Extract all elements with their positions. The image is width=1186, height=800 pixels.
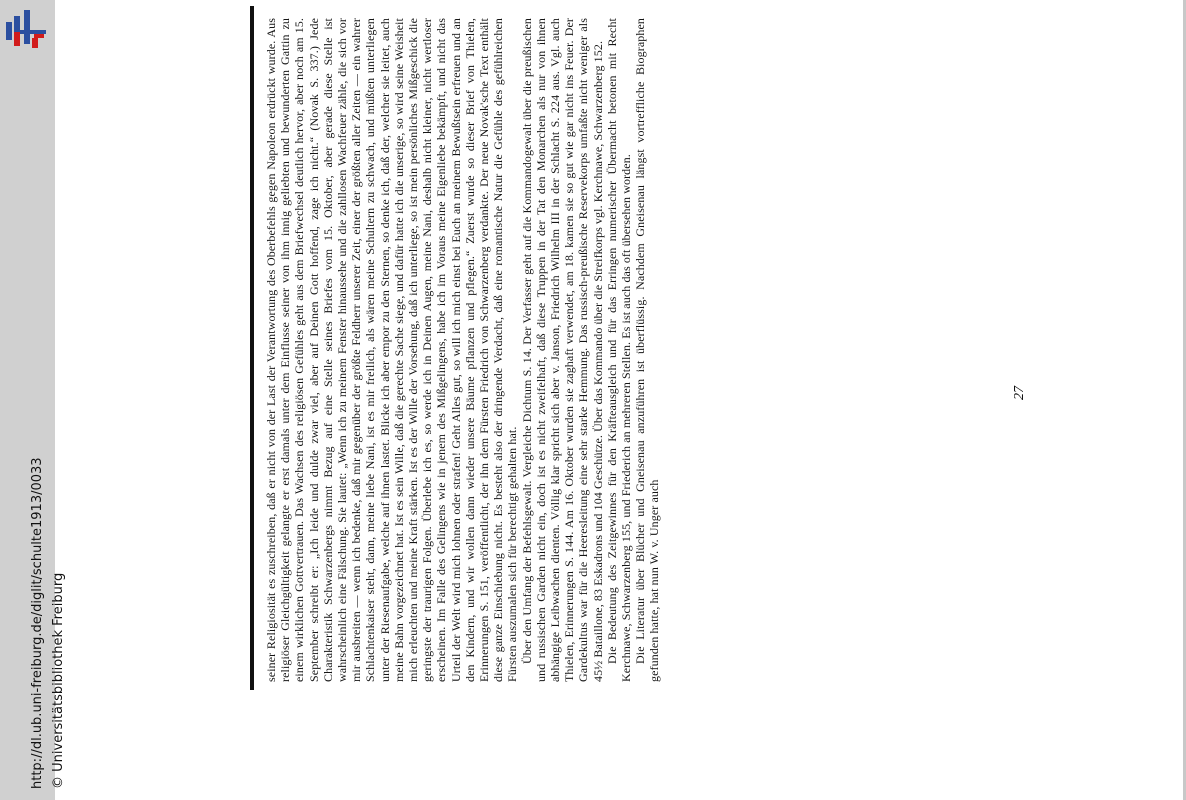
page-number: 27 [1012,386,1027,400]
sidebar-caption [27,457,69,789]
scanned-page [240,0,1040,800]
paragraph: Die Literatur über Blücher und Gneisenau anzuführen ist überflüssig. Nachdem Gneisenau längst vortreffliche Biographen gefunden hatte, hat nun W. v. Unger auch [633,18,662,682]
paragraph: Die Bedeutung des Zeitgewinnes für den Kräfteausgleich und für das Erringen numerischer Übermacht betonen mit Recht Kerchnawe, Schwarzenberg 155, und Friederich an mehreren Stellen. Es ist auch das oft übersehen worden. [604,18,634,682]
source-url[interactable]: http://dl.ub.uni-freiburg.de/diglit/schulte1913/0033 [30,457,45,789]
copyright-notice: © Universitätsbibliothek Freiburg [51,572,66,789]
page-content [240,0,1040,800]
paragraph: Über den Umfang der Befehlsgewalt. Vergleiche Dichtum S. 14. Der Verfasser geht auf die Kommandogewalt über die preußischen und russischen Garden nicht ein, doch ist es nicht zweifelhaft, daß diese Truppen in der Tat den Monarchen als nur von ihnen abhängige Leibwachen dienten. Völlig klar spricht sich aber v. Janson, Friedrich Wilhelm III in der Schlacht S. 224 aus. Vgl. auch Thielen, Erinnerungen S. 144. Am 16. Oktober wurden sie zaghaft verwendet, am 18. kamen sie so gut wie gar nicht ins Feuer. Der Gardekultus war für die Heeresleitung eine sehr starke Hemmung. Das russisch-preußische Reservekorps umfaßte nicht weniger als 45½ Bataillone, 83 Eskadrons und 104 Geschütze. Über das Kommando über die Streifkorps vgl. Kerchnawe, Schwarzenberg 152. [519,18,605,682]
header-rule [250,6,254,690]
sidebar [0,0,66,800]
university-logo[interactable] [6,8,46,50]
page-text [264,18,980,682]
scanned-page-viewport [240,0,1040,800]
paragraph: seiner Religiosität es zuschreiben, daß er nicht von der Last der Verantwortung des Oberbefehls gegen Napoleon erdrückt wurde. Aus religiöser Gleichgültigkeit gelangte er erst damals unter dem Einflusse seiner von ihm innig geliebten und bewunderten Gattin zu einem wirklichen Gottvertrauen. Das Wachsen des religiösen Gefühles geht aus dem Briefwechsel deutlich hervor, aber noch am 15. September schreibt er: „Ich leide und dulde zwar viel, aber auf Deinen Gott hoffend, zage ich nicht.“ (Novak S. 337.) Jede Charakteristik Schwarzenbergs nimmt Bezug auf eine Stelle seines Briefes vom 15. Oktober, aber gerade diese Stelle ist wahrscheinlich eine Fälschung. Sie lautet: „Wenn ich zu meinem Fenster hinaussehe und die zahllosen Wachfeuer zähle, die sich vor mir ausbreiten — wenn ich bedenke, daß mir gegenüber der größte Feldherr unserer Zeit, einer der größten aller Zeiten — ein wahrer Schlachtenkaiser steht, dann, meine liebe Nani, ist es mir freilich, als wären meine Schultern zu schwach, und müßten unterliegen unter der Riesenaufgabe, welche auf ihnen lastet. Blicke ich aber empor zu den Sternen, so denke ich, daß der, welcher sie leitet, auch meine Bahn vorgezeichnet hat. Ist es sein Wille, daß die gerechte Sache siege, und dafür hatte ich die unserige, so wird seine Weisheit mich erleuchten und meine Kraft stärken. Ist es der Wille der Vorsehung, daß ich unterliege, so ist mein persönliches Mißgeschick die geringste der traurigen Folgen. Überlebe ich es, so werde ich in Deinen Augen, meine Nani, deshalb nicht kleiner, nicht wertloser erscheinen. Im Falle des Gelingens wie in jenem des Mißgelingens, habe ich im Voraus meine Eigenliebe bekämpft, und nicht das Urteil der Welt wird mich lohnen oder strafen! Geht Alles gut, so will ich mich einst bei Euch an meinem Bewußtsein erfreuen und an den Kindern, und wir wollen dann wieder unsere Bäume pflanzen und pflegen.“ Zuerst wurde so dieser Brief von Thielen, Erinnerungen S. 151, veröffentlicht, der ihn dem Fürsten Friedrich von Schwarzenberg verdankte. Der neue Novak'sche Text enthält diese ganze Einschiebung nicht. Es besteht also der dringende Verdacht, daß eine romantische Natur die Gefühle des gefühlreichen Fürsten auszumalen sich für berechtigt gehalten hat. [264,18,520,682]
